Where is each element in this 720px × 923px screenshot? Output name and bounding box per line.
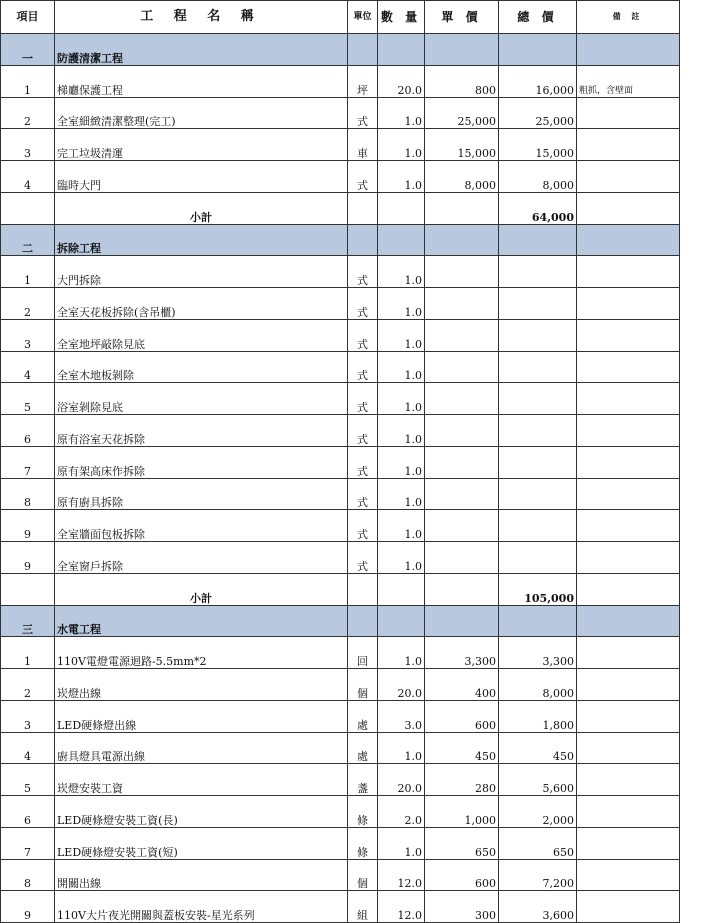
item-total: 450 [499, 732, 577, 764]
item-unit: 式 [348, 319, 378, 351]
item-name: 110V電燈電源迴路-5.5mm*2 [55, 637, 348, 669]
table-row [1, 859, 680, 891]
table-row [1, 383, 680, 415]
item-unit: 個 [348, 669, 378, 701]
table-row [1, 351, 680, 383]
item-price: 400 [425, 669, 499, 701]
item-unit: 條 [348, 796, 378, 828]
item-number: 2 [1, 288, 55, 320]
item-name: 廚具燈具電源出線 [55, 732, 348, 764]
item-number: 8 [1, 478, 55, 510]
item-unit: 式 [348, 478, 378, 510]
item-number: 4 [1, 351, 55, 383]
item-price: 15,000 [425, 129, 499, 161]
item-total: 3,600 [499, 891, 577, 923]
item-note [577, 97, 680, 129]
item-qty: 1.0 [378, 129, 425, 161]
item-note [577, 827, 680, 859]
item-note [577, 129, 680, 161]
item-qty: 1.0 [378, 732, 425, 764]
item-qty: 1.0 [378, 637, 425, 669]
item-qty: 1.0 [378, 478, 425, 510]
item-price: 1,000 [425, 796, 499, 828]
item-number: 1 [1, 65, 55, 97]
section-header-row [1, 605, 680, 637]
item-unit: 車 [348, 129, 378, 161]
item-note [577, 415, 680, 447]
item-qty: 20.0 [378, 65, 425, 97]
item-number: 6 [1, 415, 55, 447]
item-price [425, 415, 499, 447]
section-title: 水電工程 [55, 605, 348, 637]
section-empty-cell [348, 224, 378, 256]
item-number: 8 [1, 859, 55, 891]
item-unit: 式 [348, 351, 378, 383]
item-unit: 式 [348, 415, 378, 447]
item-note [577, 700, 680, 732]
item-price [425, 383, 499, 415]
subtotal-value: 64,000 [499, 192, 577, 224]
item-note [577, 383, 680, 415]
item-total [499, 351, 577, 383]
item-total [499, 288, 577, 320]
item-number: 3 [1, 129, 55, 161]
header-row [1, 1, 680, 34]
item-note [577, 859, 680, 891]
item-name: 臨時大門 [55, 161, 348, 193]
header-name: 工 程 名 稱 [55, 1, 348, 34]
table-row [1, 637, 680, 669]
subtotal-empty-cell [348, 573, 378, 605]
item-name: 全室牆面包板拆除 [55, 510, 348, 542]
table-row [1, 129, 680, 161]
item-qty: 1.0 [378, 510, 425, 542]
item-note [577, 891, 680, 923]
item-total: 15,000 [499, 129, 577, 161]
item-note [577, 351, 680, 383]
item-note: 粗抓，含壁面 [577, 65, 680, 97]
item-number: 1 [1, 256, 55, 288]
table-row [1, 891, 680, 923]
item-price: 450 [425, 732, 499, 764]
item-unit: 盞 [348, 764, 378, 796]
subtotal-empty-cell [378, 192, 425, 224]
item-name: 原有浴室天花拆除 [55, 415, 348, 447]
table-row [1, 446, 680, 478]
header-note: 備 註 [577, 1, 680, 34]
section-empty-cell [378, 34, 425, 66]
item-qty: 1.0 [378, 542, 425, 574]
item-total: 7,200 [499, 859, 577, 891]
item-unit: 式 [348, 446, 378, 478]
item-number: 5 [1, 764, 55, 796]
item-note [577, 288, 680, 320]
item-price [425, 288, 499, 320]
item-price [425, 510, 499, 542]
item-qty: 1.0 [378, 161, 425, 193]
item-name: 開關出線 [55, 859, 348, 891]
item-price [425, 256, 499, 288]
item-note [577, 796, 680, 828]
item-unit: 式 [348, 256, 378, 288]
table-row [1, 256, 680, 288]
item-price [425, 542, 499, 574]
item-qty: 20.0 [378, 669, 425, 701]
item-qty: 1.0 [378, 383, 425, 415]
item-qty: 1.0 [378, 351, 425, 383]
subtotal-empty-cell [1, 192, 55, 224]
item-unit: 條 [348, 827, 378, 859]
subtotal-empty-cell [378, 573, 425, 605]
item-price: 600 [425, 859, 499, 891]
item-unit: 個 [348, 859, 378, 891]
item-qty: 1.0 [378, 97, 425, 129]
item-total [499, 542, 577, 574]
section-number: 三 [1, 605, 55, 637]
item-qty: 1.0 [378, 446, 425, 478]
section-empty-cell [348, 34, 378, 66]
item-note [577, 732, 680, 764]
item-name: 110V大片夜光開關與蓋板安裝-星光系列 [55, 891, 348, 923]
item-qty: 1.0 [378, 319, 425, 351]
item-total [499, 383, 577, 415]
item-unit: 式 [348, 383, 378, 415]
subtotal-empty-cell [577, 573, 680, 605]
item-number: 2 [1, 97, 55, 129]
item-name: 原有架高床作拆除 [55, 446, 348, 478]
subtotal-row [1, 192, 680, 224]
item-number: 4 [1, 161, 55, 193]
item-number: 6 [1, 796, 55, 828]
item-number: 4 [1, 732, 55, 764]
table-row [1, 700, 680, 732]
item-total: 3,300 [499, 637, 577, 669]
item-price [425, 478, 499, 510]
item-name: 全室地坪敲除見底 [55, 319, 348, 351]
item-total: 2,000 [499, 796, 577, 828]
item-number: 3 [1, 319, 55, 351]
item-note [577, 510, 680, 542]
section-empty-cell [425, 224, 499, 256]
item-price: 800 [425, 65, 499, 97]
item-price [425, 446, 499, 478]
section-number: 二 [1, 224, 55, 256]
item-number: 1 [1, 637, 55, 669]
item-unit: 處 [348, 700, 378, 732]
section-empty-cell [499, 34, 577, 66]
item-qty: 1.0 [378, 288, 425, 320]
item-name: 大門拆除 [55, 256, 348, 288]
item-name: LED硬條燈出線 [55, 700, 348, 732]
item-total [499, 478, 577, 510]
item-note [577, 764, 680, 796]
subtotal-label: 小計 [55, 573, 348, 605]
item-name: 全室細緻清潔整理(完工) [55, 97, 348, 129]
item-unit: 式 [348, 510, 378, 542]
section-header-row [1, 34, 680, 66]
item-price [425, 351, 499, 383]
table-row [1, 796, 680, 828]
item-name: 完工垃圾清運 [55, 129, 348, 161]
table-row [1, 161, 680, 193]
item-note [577, 161, 680, 193]
table-row [1, 65, 680, 97]
section-empty-cell [425, 34, 499, 66]
item-name: 原有廚具拆除 [55, 478, 348, 510]
item-note [577, 542, 680, 574]
header-unit: 單位 [348, 1, 378, 34]
item-number: 9 [1, 891, 55, 923]
section-title: 拆除工程 [55, 224, 348, 256]
item-total: 5,600 [499, 764, 577, 796]
subtotal-empty-cell [348, 192, 378, 224]
item-qty: 1.0 [378, 256, 425, 288]
item-note [577, 319, 680, 351]
section-number: 一 [1, 34, 55, 66]
item-total: 16,000 [499, 65, 577, 97]
item-price: 600 [425, 700, 499, 732]
table-row [1, 764, 680, 796]
section-empty-cell [577, 34, 680, 66]
item-number: 9 [1, 510, 55, 542]
item-number: 2 [1, 669, 55, 701]
item-unit: 處 [348, 732, 378, 764]
item-name: 崁燈出線 [55, 669, 348, 701]
section-empty-cell [378, 605, 425, 637]
item-qty: 1.0 [378, 415, 425, 447]
subtotal-empty-cell [1, 573, 55, 605]
item-note [577, 446, 680, 478]
item-name: 全室天花板拆除(含吊櫃) [55, 288, 348, 320]
item-qty: 12.0 [378, 859, 425, 891]
header-price: 單 價 [425, 1, 499, 34]
subtotal-empty-cell [577, 192, 680, 224]
table-row [1, 97, 680, 129]
item-price: 3,300 [425, 637, 499, 669]
section-title: 防護清潔工程 [55, 34, 348, 66]
item-qty: 3.0 [378, 700, 425, 732]
section-header-row [1, 224, 680, 256]
item-total: 8,000 [499, 669, 577, 701]
item-name: LED硬條燈安裝工資(長) [55, 796, 348, 828]
item-unit: 式 [348, 161, 378, 193]
subtotal-empty-cell [425, 573, 499, 605]
item-total [499, 510, 577, 542]
item-name: 崁燈安裝工資 [55, 764, 348, 796]
table-row [1, 478, 680, 510]
section-empty-cell [425, 605, 499, 637]
table-row [1, 542, 680, 574]
header-qty: 數 量 [378, 1, 425, 34]
table-row [1, 319, 680, 351]
section-empty-cell [577, 224, 680, 256]
section-empty-cell [499, 605, 577, 637]
item-note [577, 637, 680, 669]
item-unit: 組 [348, 891, 378, 923]
item-number: 5 [1, 383, 55, 415]
subtotal-label: 小計 [55, 192, 348, 224]
item-name: LED硬條燈安裝工資(短) [55, 827, 348, 859]
subtotal-empty-cell [425, 192, 499, 224]
item-number: 3 [1, 700, 55, 732]
section-empty-cell [577, 605, 680, 637]
item-note [577, 256, 680, 288]
table-row [1, 669, 680, 701]
item-total [499, 415, 577, 447]
table-row [1, 510, 680, 542]
item-qty: 20.0 [378, 764, 425, 796]
item-price [425, 319, 499, 351]
item-price: 8,000 [425, 161, 499, 193]
item-price: 25,000 [425, 97, 499, 129]
section-empty-cell [378, 224, 425, 256]
item-total: 8,000 [499, 161, 577, 193]
section-empty-cell [348, 605, 378, 637]
item-note [577, 669, 680, 701]
section-empty-cell [499, 224, 577, 256]
item-unit: 式 [348, 288, 378, 320]
item-unit: 回 [348, 637, 378, 669]
item-name: 梯廳保護工程 [55, 65, 348, 97]
item-total: 25,000 [499, 97, 577, 129]
table-row [1, 827, 680, 859]
item-name: 浴室剝除見底 [55, 383, 348, 415]
item-qty: 1.0 [378, 827, 425, 859]
table-row [1, 288, 680, 320]
item-total: 650 [499, 827, 577, 859]
item-qty: 2.0 [378, 796, 425, 828]
header-item: 項目 [1, 1, 55, 34]
item-price: 300 [425, 891, 499, 923]
item-total: 1,800 [499, 700, 577, 732]
item-number: 7 [1, 446, 55, 478]
item-unit: 坪 [348, 65, 378, 97]
item-note [577, 478, 680, 510]
item-price: 280 [425, 764, 499, 796]
item-unit: 式 [348, 542, 378, 574]
item-price: 650 [425, 827, 499, 859]
item-unit: 式 [348, 97, 378, 129]
item-total [499, 256, 577, 288]
subtotal-row [1, 573, 680, 605]
table-row [1, 732, 680, 764]
item-total [499, 446, 577, 478]
item-qty: 12.0 [378, 891, 425, 923]
item-number: 7 [1, 827, 55, 859]
item-name: 全室木地板剝除 [55, 351, 348, 383]
table-row [1, 415, 680, 447]
item-number: 9 [1, 542, 55, 574]
header-total: 總 價 [499, 1, 577, 34]
item-name: 全室窗戶拆除 [55, 542, 348, 574]
subtotal-value: 105,000 [499, 573, 577, 605]
item-total [499, 319, 577, 351]
